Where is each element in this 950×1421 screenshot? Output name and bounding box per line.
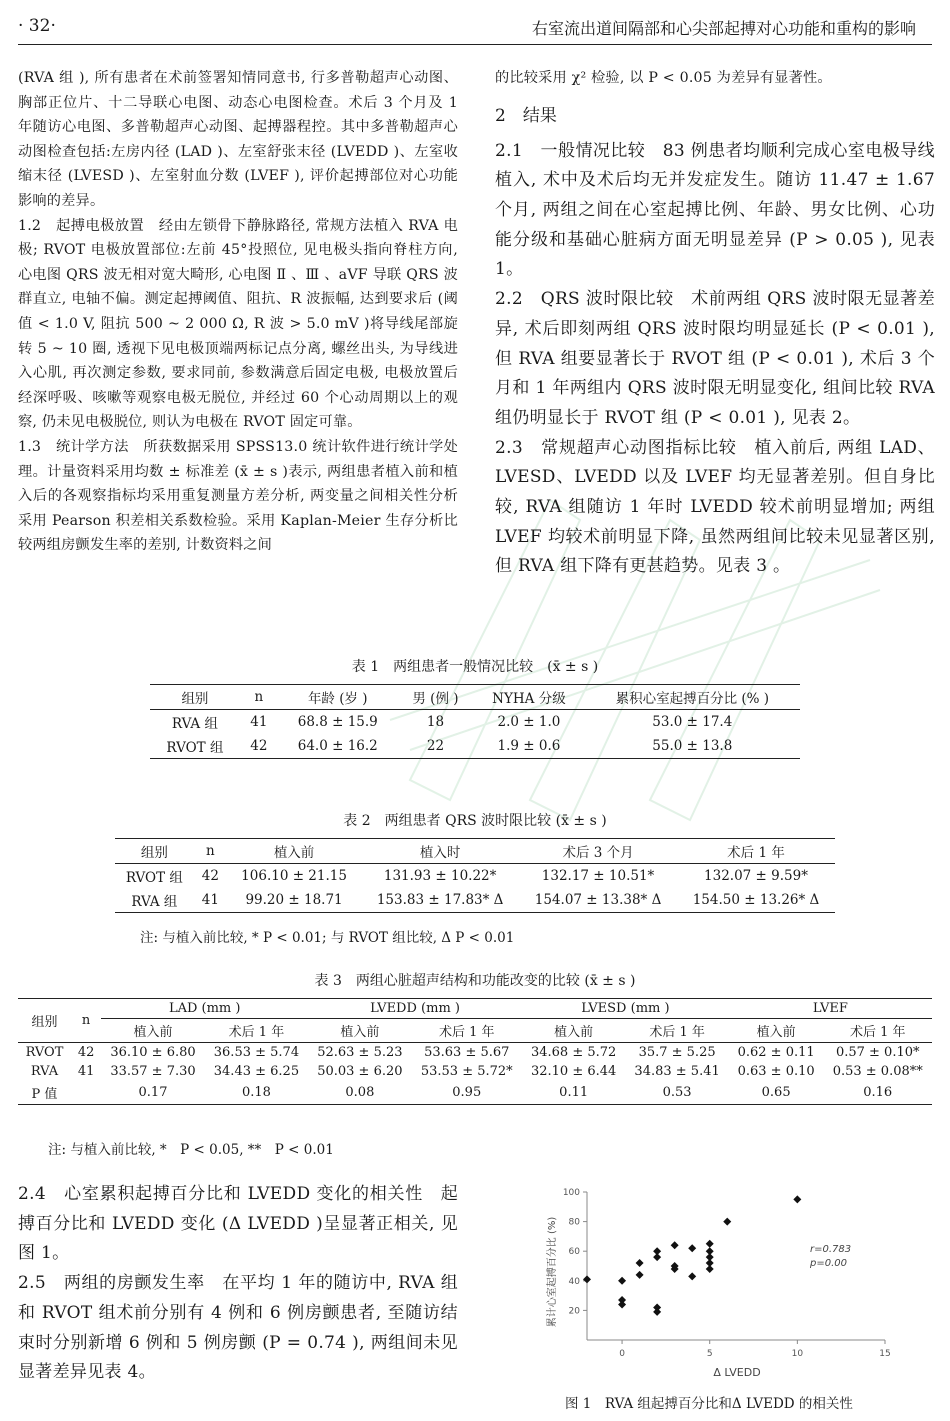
table-header-cell: 术后 1 年	[677, 839, 835, 864]
plot-axes	[563, 1188, 891, 1359]
table-cell: 50.03 ± 6.20	[317, 1064, 403, 1079]
right-column	[495, 66, 935, 582]
table-cell: 0.53 ± 0.08**	[832, 1064, 923, 1079]
table-3	[0, 970, 950, 1105]
results-paragraph-2-3: 2.3 常规超声心动图指标比较 植入前后, 两组 LAD、LVESD、LVEDD 以及 LVEF 均无显著差别。但自身比较, RVA 组随访 1 年时 LVEDD 较术前明显增加; 两组 LVEF 均较术前明显下降, 虽然两组间比较未见显著区别, 但 RVA 组下降有更甚趋势。见表 3 。	[495, 437, 935, 577]
table-header-cell: 组别	[115, 839, 194, 864]
table-cell: 0.63 ± 0.10	[737, 1064, 815, 1079]
x-tick-label: 5	[706, 1349, 713, 1359]
table-cell: 132.17 ± 10.51*	[541, 868, 655, 884]
table-header-cell: 男 (例 )	[398, 685, 474, 710]
table-cell: 0.95	[452, 1085, 482, 1100]
methods-paragraph-1: (RVA 组 ), 所有患者在术前签署知情同意书, 行多普勒超声心动图、胸部正位片、十二导联心电图、动态心电图检查。术后 3 个月及 1 年随访心电图、多普勒超声心动图、起搏器程控。其中多普勒超声心动图检查包括:左房内径 (LAD )、左室舒张末径 (LVEDD )、左室收缩末径 (LVESD )、左室射血分数 (LVEF ), 评价起搏部位对心功能影响的差异。	[18, 70, 458, 209]
table-cell: RVA 组	[131, 894, 178, 910]
table-cell: 42	[201, 868, 219, 884]
data-point	[706, 1240, 714, 1248]
table-cell: 64.0 ± 16.2	[297, 738, 378, 754]
results-paragraph-2-5: 2.5 两组的房颤发生率 在平均 1 年的随访中, RVA 组和 RVOT 组术前分别有 4 例和 6 例房颤患者, 至随访结束时分别新增 6 例和 5 例房颤 (P = 0.74 ), 两组间未见显著差异见表 4。	[18, 1273, 458, 1383]
header-rule	[18, 44, 932, 45]
results-paragraph-2-2: 2.2 QRS 波时限比较 术前两组 QRS 波时限无显著差异, 术后即刻两组 QRS 波时限均明显延长 (P < 0.01 ), 但 RVA 组要显著长于 RVOT 组 (P < 0.01 ), 术后 3 个月和 1 年两组内 QRS 波时限无明显变化, 组间比较 RVA 组仍明显长于 RVOT 组 (P < 0.01 ), 见表 2。	[495, 289, 935, 428]
y-tick-label: 100	[562, 1188, 580, 1198]
data-point	[688, 1272, 696, 1280]
table-cell: 0.65	[761, 1085, 791, 1100]
table-cell: 53.63 ± 5.67	[424, 1045, 510, 1060]
table-cell: 36.10 ± 6.80	[110, 1045, 196, 1060]
x-tick-label: 15	[879, 1349, 891, 1359]
table-1-grid	[150, 684, 800, 759]
data-point	[688, 1244, 696, 1252]
table-header-cell: 植入时	[361, 839, 519, 864]
table-cell: 32.10 ± 6.44	[530, 1064, 617, 1079]
table-cell: 35.7 ± 5.25	[638, 1045, 716, 1060]
table-header-cell: 年龄 (岁 )	[278, 685, 398, 710]
results-paragraph-2-1: 2.1 一般情况比较 83 例患者均顺利完成心室电极导线植入, 术中及术后均无并发症发生。随访 11.47 ± 1.67 个月, 两组之间在心室起搏比例、年龄、男女比例、心功能分级和基础心脏病方面无明显差异 (P > 0.05 ), 见表 1。	[495, 140, 935, 280]
table-cell: 18	[426, 714, 445, 730]
table-header-cell: n	[71, 999, 101, 1043]
methods-paragraph-1-2: 1.2 起搏电极放置 经由左锁骨下静脉路径, 常规方法植入 RVA 电极; RVOT 电极放置部位:左前 45°投照位, 见电极头指向脊柱方向, 心电图 QRS 波无相对宽大畸形, 心电图 Ⅱ 、Ⅲ 、aVF 导联 QRS 波群直立, 电轴不偏。测定起搏阈值、阻抗、R 波振幅, 达到要求后 (阈值 < 1.0 V, 阻抗 500 ~ 2 000 Ω, R 波 > 5.0 mV )将导线尾部旋转 5 ~ 10 圈, 透视下见电极顶端两标记点分离, 螺丝出头, 为导线进入心肌, 再次测定参数, 要求同前, 参数满意后固定电极, 电极放置后经深呼吸、咳嗽等观察电极无脱位, 并经过 60 个心动周期以上的观察, 仍未见电极脱位, 则认为电极在 RVOT 固定可靠。	[18, 217, 458, 431]
table-cell: 1.9 ± 0.6	[497, 738, 561, 754]
methods-paragraph-1-3: 1.3 统计学方法 所获数据采用 SPSS13.0 统计软件进行统计学处理。计量资料采用均数 ± 标准差 (x̄ ± s )表示, 两组患者植入前和植入后的各观察指标均采用重复测量方差分析, 两变量之间相关性分析采用 Pearson 积差相关系数检验。采用 Kaplan-Meier 生存分析比较两组房颤发生率的差别, 计数资料之间	[18, 438, 458, 554]
table-cell: 34.83 ± 5.41	[634, 1064, 720, 1079]
y-tick-label: 40	[568, 1276, 580, 1287]
table-row	[150, 734, 800, 759]
table-cell: 0.57 ± 0.10*	[835, 1045, 920, 1060]
x-tick-label: 0	[619, 1349, 625, 1359]
table-header-row	[115, 839, 835, 864]
table-header-cell: LAD (mm )	[168, 1001, 241, 1016]
table-cell: 106.10 ± 21.15	[241, 868, 347, 884]
page-number: · 32·	[18, 16, 56, 36]
section-heading-results: 2 结果	[495, 105, 557, 126]
stats-r: r=0.783	[810, 1244, 852, 1255]
table-cell: 41	[77, 1064, 95, 1079]
y-tick-label: 80	[568, 1217, 580, 1228]
table-cell: RVOT 组	[166, 740, 224, 756]
stats-p: p=0.00	[810, 1258, 847, 1269]
table-header-row	[150, 685, 800, 710]
left-column	[18, 66, 458, 558]
table-cell: 0.08	[345, 1085, 375, 1100]
table-header-cell: n	[240, 685, 278, 710]
table-3-note: 注: 与植入前比较, * P < 0.05, ** P < 0.01	[48, 1142, 334, 1158]
table-cell: 0.62 ± 0.11	[737, 1045, 815, 1060]
table-cell: RVOT 组	[125, 870, 183, 886]
data-point	[618, 1277, 626, 1285]
table-header-cell: LVESD (mm )	[581, 1001, 670, 1016]
table-cell: 34.68 ± 5.72	[530, 1045, 617, 1060]
table-cell: 154.07 ± 13.38* Δ	[534, 892, 662, 908]
table-header-cell: 植入前	[101, 1019, 204, 1043]
table-header-cell: 术后 1 年	[205, 1019, 308, 1043]
table-row	[115, 888, 835, 913]
table-cell: 0.16	[863, 1085, 893, 1100]
table-header-cell: NYHA 分级	[473, 685, 584, 710]
table-header-cell: LVEDD (mm )	[370, 1001, 460, 1016]
data-point	[636, 1259, 644, 1267]
table-header-cell: 术后 1 年	[412, 1019, 522, 1043]
table-cell: RVA	[30, 1064, 59, 1079]
table-cell: 132.07 ± 9.59*	[704, 868, 808, 884]
table-header-row	[18, 999, 932, 1019]
table-header-cell: LVEF	[812, 1001, 848, 1016]
table-cell: 0.53	[662, 1085, 692, 1100]
table-cell: 53.53 ± 5.72*	[420, 1064, 513, 1079]
table-header-cell: 植入前	[308, 1019, 411, 1043]
table-3-grid	[18, 998, 932, 1105]
table-cell: 34.43 ± 6.25	[213, 1064, 300, 1079]
table-header-cell: 术后 1 年	[823, 1019, 932, 1043]
table-cell: 42	[250, 738, 268, 754]
table-3-title: 表 3 两组心脏超声结构和功能改变的比较 (x̄ ± s )	[314, 973, 636, 989]
table-2-grid	[115, 838, 835, 913]
data-point	[723, 1218, 731, 1226]
table-cell: 68.8 ± 15.9	[297, 714, 378, 730]
x-axis-label: Δ LVEDD	[713, 1366, 761, 1379]
table-header-cell: 植入前	[522, 1019, 625, 1043]
table-cell: 0.17	[138, 1085, 168, 1100]
table-header-cell: 术后 3 个月	[519, 839, 677, 864]
data-point	[671, 1241, 679, 1249]
table-cell: RVA 组	[171, 716, 218, 732]
data-point	[706, 1265, 714, 1273]
table-cell	[71, 1081, 101, 1105]
data-point	[583, 1275, 591, 1283]
table-cell: RVOT	[25, 1045, 64, 1060]
table-cell: 131.93 ± 10.22*	[383, 868, 497, 884]
table-header-cell: 组别	[150, 685, 240, 710]
table-cell: 33.57 ± 7.30	[110, 1064, 196, 1079]
table-2-note: 注: 与植入前比较, * P < 0.01; 与 RVOT 组比较, Δ P < 0.01	[140, 930, 515, 946]
table-cell: 36.53 ± 5.74	[213, 1045, 300, 1060]
bottom-left-column	[18, 1180, 458, 1388]
table-1	[0, 656, 950, 759]
table-cell: 153.83 ± 17.83* Δ	[376, 892, 504, 908]
table-cell: 0.18	[241, 1085, 271, 1100]
figure-caption: 图 1 RVA 组起搏百分比和Δ LVEDD 的相关性	[565, 1396, 853, 1412]
data-point	[793, 1195, 801, 1203]
table-header-cell: 植入前	[729, 1019, 824, 1043]
table-row	[18, 1081, 932, 1105]
data-point	[653, 1253, 661, 1261]
results-paragraph-2-4: 2.4 心室累积起搏百分比和 LVEDD 变化的相关性 起搏百分比和 LVEDD 变化 (Δ LVEDD )呈显著正相关, 见图 1。	[18, 1184, 458, 1264]
table-cell: 0.11	[559, 1085, 589, 1100]
table-row	[115, 864, 835, 889]
running-title: 右室流出道间隔部和心尖部起搏对心功能和重构的影响	[531, 19, 916, 38]
y-tick-label: 20	[568, 1306, 580, 1317]
table-1-title: 表 1 两组患者一般情况比较 (x̄ ± s )	[351, 659, 599, 675]
stats-paragraph-end: 的比较采用 χ² 检验, 以 P < 0.05 为差异有显著性。	[495, 70, 832, 86]
table-row	[18, 1062, 932, 1081]
table-row	[18, 1043, 932, 1063]
table-cell: 154.50 ± 13.26* Δ	[692, 892, 820, 908]
table-header-cell: 组别	[18, 999, 71, 1043]
x-tick-label: 10	[791, 1349, 804, 1359]
table-cell: 22	[426, 738, 445, 754]
table-cell: 2.0 ± 1.0	[497, 714, 561, 730]
table-cell: 42	[77, 1045, 95, 1060]
table-cell: P 值	[31, 1087, 58, 1102]
plot-points	[583, 1195, 801, 1315]
table-2	[0, 810, 950, 913]
table-header-cell: 植入前	[227, 839, 361, 864]
table-header-cell: 术后 1 年	[625, 1019, 728, 1043]
table-cell: 41	[201, 892, 219, 908]
table-cell: 41	[250, 714, 268, 730]
data-point	[636, 1271, 644, 1279]
table-header-cell: n	[194, 839, 227, 864]
scatter-plot	[545, 1180, 925, 1390]
table-header-cell: 累积心室起搏百分比 (% )	[585, 685, 800, 710]
table-cell: 99.20 ± 18.71	[245, 892, 343, 908]
table-cell: 55.0 ± 13.8	[652, 738, 733, 754]
table-2-title: 表 2 两组患者 QRS 波时限比较 (x̄ ± s )	[343, 813, 607, 829]
table-subheader-row	[18, 1019, 932, 1043]
figure-1	[545, 1180, 925, 1420]
y-tick-label: 60	[568, 1247, 580, 1258]
data-point	[653, 1308, 661, 1316]
table-cell: 53.0 ± 17.4	[652, 714, 733, 730]
table-cell: 52.63 ± 5.23	[317, 1045, 403, 1060]
data-point	[618, 1300, 626, 1308]
y-axis-label: 累计心室起搏百分比 (%)	[547, 1216, 558, 1328]
table-row	[150, 710, 800, 735]
